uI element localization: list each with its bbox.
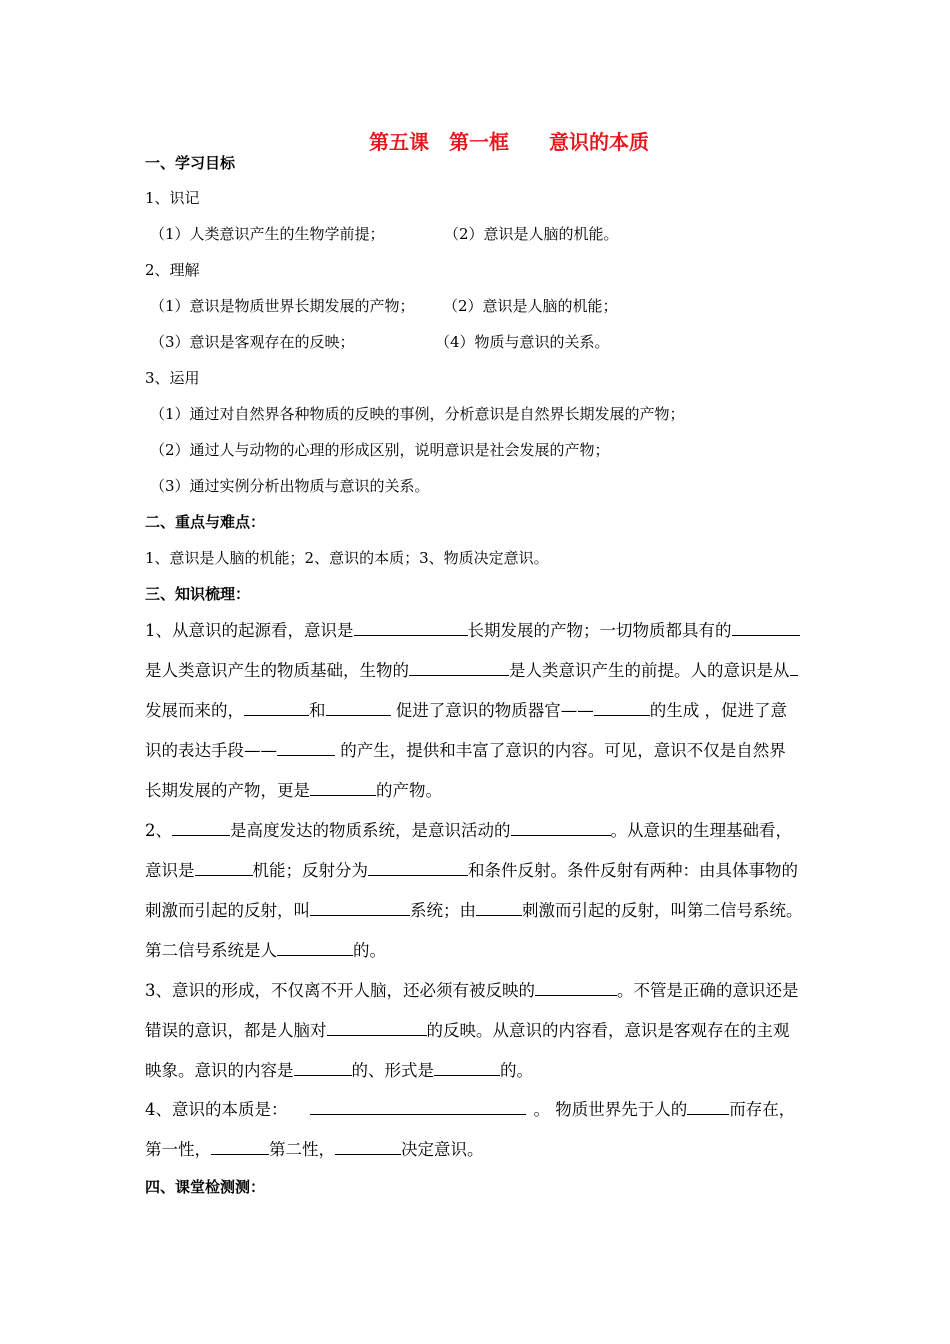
fill-blank[interactable] (172, 821, 230, 836)
section-heading-class-test: 四、课堂检测测： (145, 1178, 266, 1196)
paragraph-1-line-4: 识的表达手段—— 的产生，提供和丰富了意识的内容。可见，意识不仅是自然界 (145, 741, 786, 760)
objective-2-item-b: （2）意识是人脑的机能； (443, 297, 618, 315)
objective-2-item-d: （4）物质与意识的关系。 (435, 333, 610, 351)
fill-blank[interactable] (294, 1061, 352, 1076)
paragraph-2-line-2: 意识是 机能；反射分为 和条件反射。条件反射有两种：由具体事物的 (145, 861, 798, 880)
objective-1-item-b: （2）意识是人脑的机能。 (444, 225, 619, 243)
paragraph-1-line-3: 发展而来的， 和 促进了意识的物质器官—— 的生成 ，促进了意 (145, 701, 787, 720)
objective-1-item-a: （1）人类意识产生的生物学前提； (150, 225, 385, 243)
paragraph-4-line-1: 4、意识的本质是： 。 物质世界先于人的 而存在， (145, 1100, 796, 1119)
fill-blank[interactable] (409, 661, 509, 676)
section-heading-objectives: 一、学习目标 (145, 154, 236, 172)
fill-blank[interactable] (327, 1021, 427, 1036)
fill-blank[interactable] (326, 701, 391, 716)
paragraph-1-line-5: 长期发展的产物，更是 的产物。 (145, 781, 442, 800)
paragraph-3-line-1: 3、意识的形成，不仅离不开人脑，还必须有被反映的 。不管是正确的意识还是 (145, 981, 799, 1000)
section-heading-key-points: 二、重点与难点： (145, 513, 266, 531)
paragraph-2-line-1: 2、 是高度发达的物质系统，是意识活动的 。从意识的生理基础看， (145, 821, 792, 840)
fill-blank[interactable] (476, 901, 522, 916)
objective-3-item-a: （1）通过对自然界各种物质的反映的事例，分析意识是自然界长期发展的产物； (150, 405, 685, 423)
fill-blank[interactable] (687, 1100, 729, 1115)
fill-blank[interactable] (277, 741, 335, 756)
section-heading-knowledge: 三、知识梳理： (145, 585, 251, 603)
key-points-text: 1、意识是人脑的机能；2、意识的本质；3、物质决定意识。 (145, 549, 549, 567)
fill-blank[interactable] (335, 1140, 401, 1155)
objective-2-item-c: （3）意识是客观存在的反映； (150, 333, 355, 351)
objective-3-item-c: （3）通过实例分析出物质与意识的关系。 (150, 477, 430, 495)
fill-blank[interactable] (368, 861, 468, 876)
fill-blank[interactable] (277, 941, 353, 956)
paragraph-1-line-1: 1、从意识的起源看，意识是 长期发展的产物；一切物质都具有的 (145, 621, 800, 641)
fill-blank[interactable] (434, 1061, 500, 1076)
fill-blank[interactable] (594, 701, 650, 716)
fill-blank[interactable] (535, 981, 617, 996)
fill-blank[interactable] (354, 621, 468, 636)
objective-1-heading: 1、识记 (145, 189, 200, 207)
fill-blank[interactable] (511, 821, 611, 836)
fill-blank[interactable] (244, 701, 309, 716)
fill-blank[interactable] (310, 1100, 526, 1115)
paragraph-1-line-2: 是人类意识产生的物质基础，生物的 是人类意识产生的前提。人的意识是从 (145, 661, 798, 681)
fill-blank[interactable] (195, 861, 253, 876)
paragraph-4-line-2: 第一性， 第二性， 决定意识。 (145, 1140, 484, 1159)
paragraph-2-line-4: 第二信号系统是人 的。 (145, 941, 386, 960)
paragraph-2-line-3: 刺激而引起的反射，叫 系统；由 刺激而引起的反射，叫第二信号系统。 (145, 901, 803, 920)
objective-3-item-b: （2）通过人与动物的心理的形成区别，说明意识是社会发展的产物； (150, 441, 610, 459)
paragraph-3-line-3: 映象。意识的内容是 的、形式是 的。 (145, 1061, 533, 1080)
lesson-title: 第五课 第一框 意识的本质 (369, 130, 649, 154)
fill-blank[interactable] (790, 661, 798, 676)
fill-blank[interactable] (310, 781, 376, 796)
objective-2-heading: 2、理解 (145, 261, 200, 279)
fill-blank[interactable] (211, 1140, 269, 1155)
paragraph-3-line-2: 错误的意识，都是人脑对 的反映。从意识的内容看，意识是客观存在的主观 (145, 1021, 790, 1040)
fill-blank[interactable] (310, 901, 410, 916)
objective-3-heading: 3、运用 (145, 369, 200, 387)
fill-blank[interactable] (732, 621, 800, 636)
objective-2-item-a: （1）意识是物质世界长期发展的产物； (150, 297, 415, 315)
